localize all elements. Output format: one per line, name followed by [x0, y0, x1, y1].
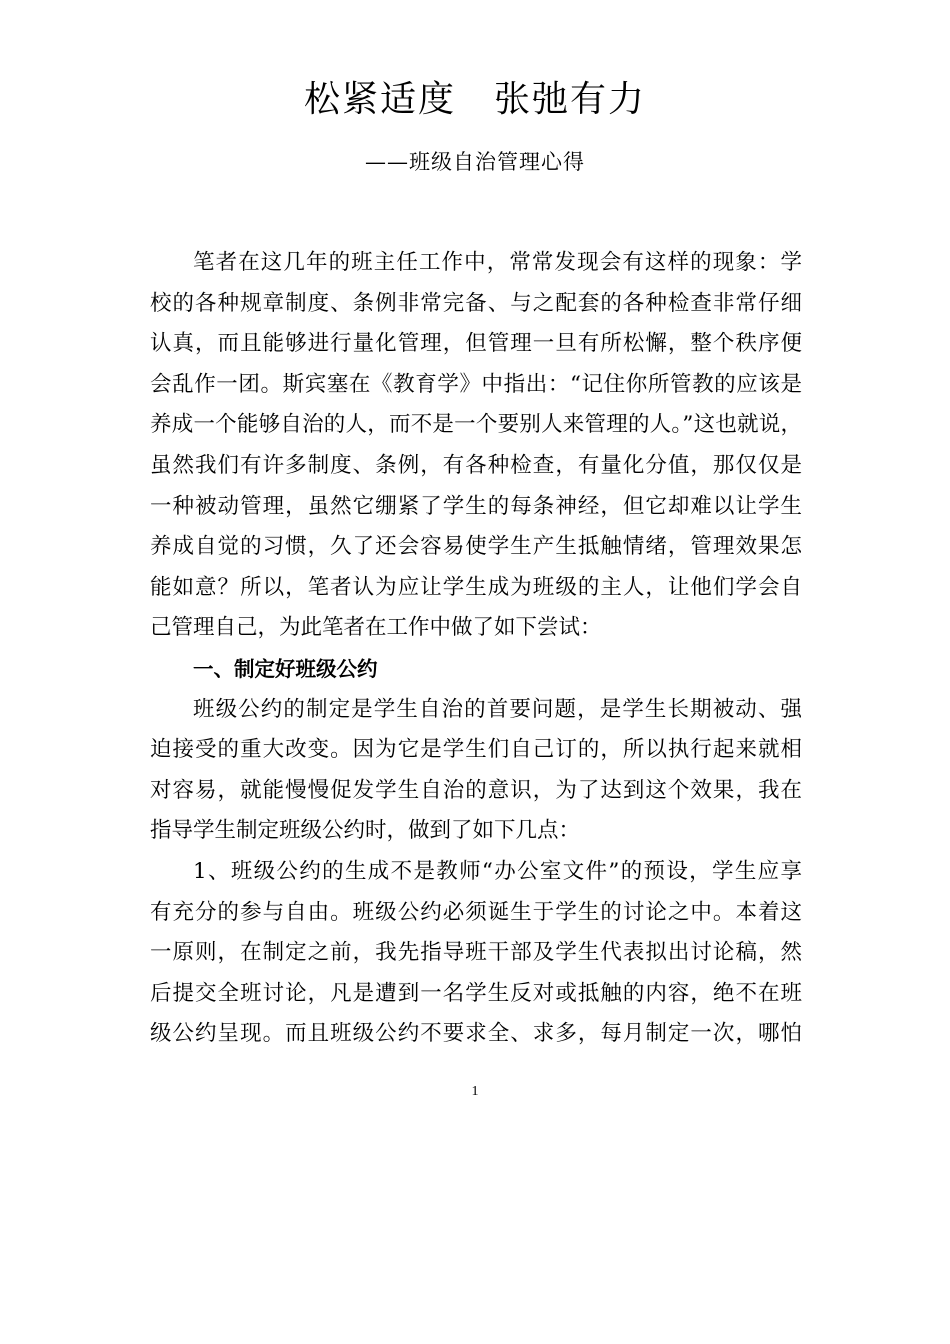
- paragraph-line: 对容易，就能慢慢促发学生自治的意识，为了达到这个效果，我在: [150, 777, 802, 803]
- paragraph-line: 养成一个能够自治的人，而不是一个要别人来管理的人。”这也就说，: [150, 412, 802, 438]
- paragraph-line: 班级公约的制定是学生自治的首要问题，是学生长期被动、强: [193, 696, 802, 722]
- paragraph-line: 会乱作一团。斯宾塞在《教育学》中指出：“记住你所管教的应该是: [150, 371, 802, 397]
- paragraph-line: 能如意？所以，笔者认为应让学生成为班级的主人，让他们学会自: [150, 574, 802, 600]
- paragraph-line: 一种被动管理，虽然它绷紧了学生的每条神经，但它却难以让学生: [150, 493, 802, 519]
- section-heading: 一、制定好班级公约: [193, 656, 378, 681]
- paragraph-line: 笔者在这几年的班主任工作中，常常发现会有这样的现象：学: [193, 250, 802, 275]
- paragraph-line: 认真，而且能够进行量化管理，但管理一旦有所松懈，整个秩序便: [150, 331, 802, 357]
- paragraph-line: 校的各种规章制度、条例非常完备、与之配套的各种检查非常仔细: [150, 290, 802, 316]
- paragraph-line: 迫接受的重大改变。因为它是学生们自己订的，所以执行起来就相: [150, 737, 802, 763]
- paragraph-line: 虽然我们有许多制度、条例，有各种检查，有量化分值，那仅仅是: [150, 452, 802, 478]
- page-number: 1: [471, 1084, 479, 1099]
- paragraph-line: 后提交全班讨论，凡是遭到一名学生反对或抵触的内容，绝不在班: [150, 980, 802, 1006]
- paragraph-line: 级公约呈现。而且班级公约不要求全、求多，每月制定一次，哪怕: [150, 1021, 802, 1047]
- paragraph-line: 有充分的参与自由。班级公约必须诞生于学生的讨论之中。本着这: [150, 899, 802, 925]
- document-body: [150, 243, 802, 1055]
- paragraph-line: 一原则，在制定之前，我先指导班干部及学生代表拟出讨论稿，然: [150, 940, 802, 966]
- paragraph-line: 养成自觉的习惯，久了还会容易使学生产生抵触情绪，管理效果怎: [150, 534, 802, 560]
- paragraph-line: 指导学生制定班级公约时，做到了如下几点：: [150, 818, 581, 844]
- document-subtitle: ——班级自治管理心得: [365, 150, 585, 174]
- paragraph-line: 己管理自己，为此笔者在工作中做了如下尝试：: [150, 615, 602, 641]
- document-title: 松紧适度 张弛有力: [303, 79, 646, 120]
- paragraph-line: 1、班级公约的生成不是教师“办公室文件”的预设，学生应享: [193, 858, 802, 884]
